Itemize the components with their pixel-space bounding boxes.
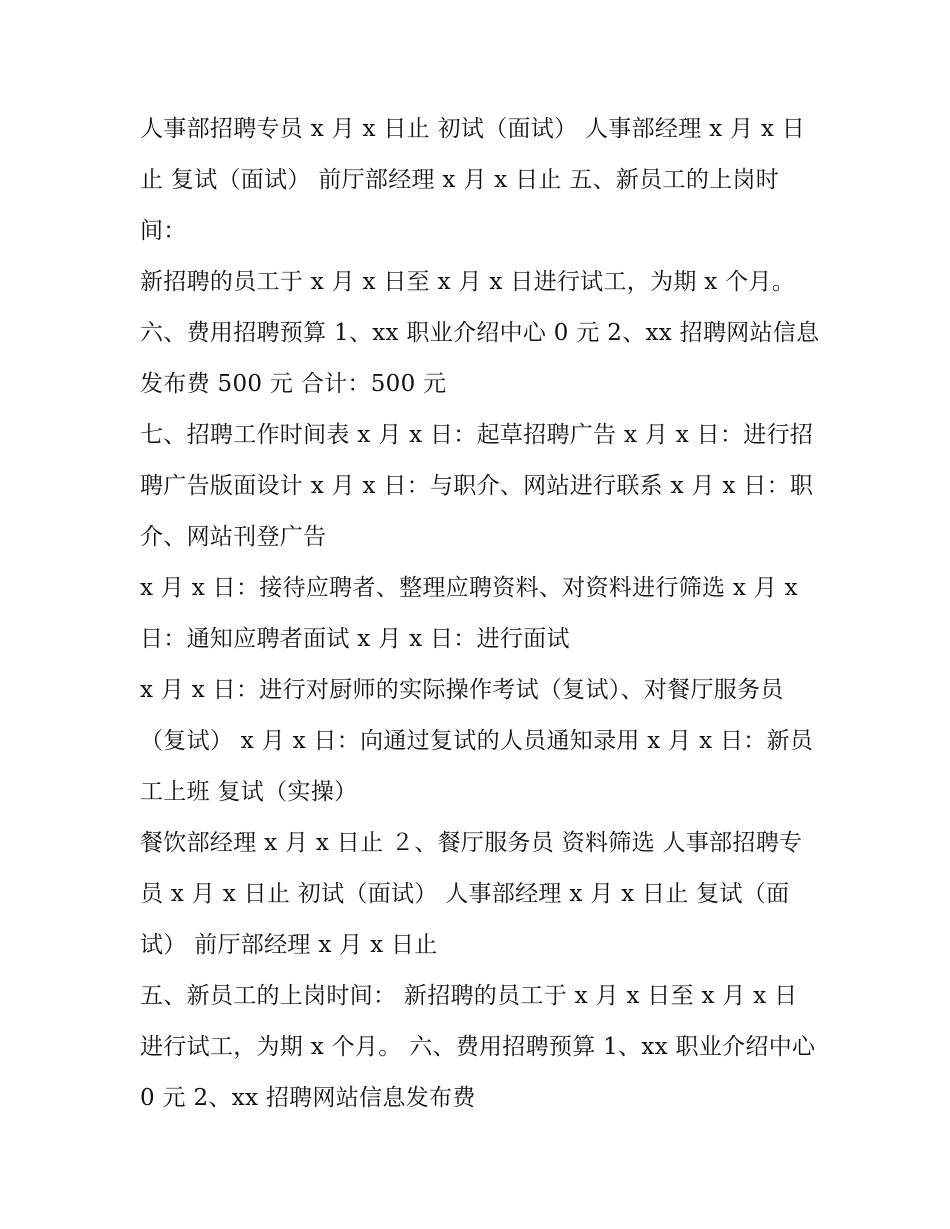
document-body bbox=[140, 104, 823, 1124]
paragraph-5: x 月 x 日：接待应聘者、整理应聘资料、对资料进行筛选 x 月 x 日：通知应聘者面试 x 月 x 日：进行面试 bbox=[140, 575, 806, 652]
paragraph-7: 餐饮部经理 x 月 x 日止 ２、餐厅服务员 资料筛选 人事部招聘专员 x 月 x 日止 初试（面试） 人事部经理 x 月 x 日止 复试（面试） 前厅部经理 x 月 x 日止 bbox=[140, 830, 803, 958]
paragraph-1: 人事部招聘专员 x 月 x 日止 初试（面试） 人事部经理 x 月 x 日止 复试（面试） 前厅部经理 x 月 x 日止 五、新员工的上岗时间： bbox=[140, 116, 806, 244]
paragraph-8: 五、新员工的上岗时间： 新招聘的员工于 x 月 x 日至 x 月 x 日进行试工，为期 x 个月。 六、费用招聘预算 1、xx 职业介绍中心 0 元 2、xx 招聘网站信息发布费 bbox=[140, 983, 823, 1111]
paragraph-3: 六、费用招聘预算 1、xx 职业介绍中心 0 元 2、xx 招聘网站信息发布费 500 元 合计：500 元 bbox=[140, 320, 820, 397]
paragraph-6: x 月 x 日：进行对厨师的实际操作考试（复试）、对餐厅服务员（复试） x 月 x 日：向通过复试的人员通知录用 x 月 x 日：新员工上班 复试（实操） bbox=[140, 677, 814, 805]
paragraph-4: 七、招聘工作时间表 x 月 x 日：起草招聘广告 x 月 x 日：进行招聘广告版面设计 x 月 x 日：与职介、网站进行联系 x 月 x 日：职介、网站刊登广告 bbox=[140, 422, 814, 550]
paragraph-2: 新招聘的员工于 x 月 x 日至 x 月 x 日进行试工，为期 x 个月。 bbox=[140, 269, 796, 295]
